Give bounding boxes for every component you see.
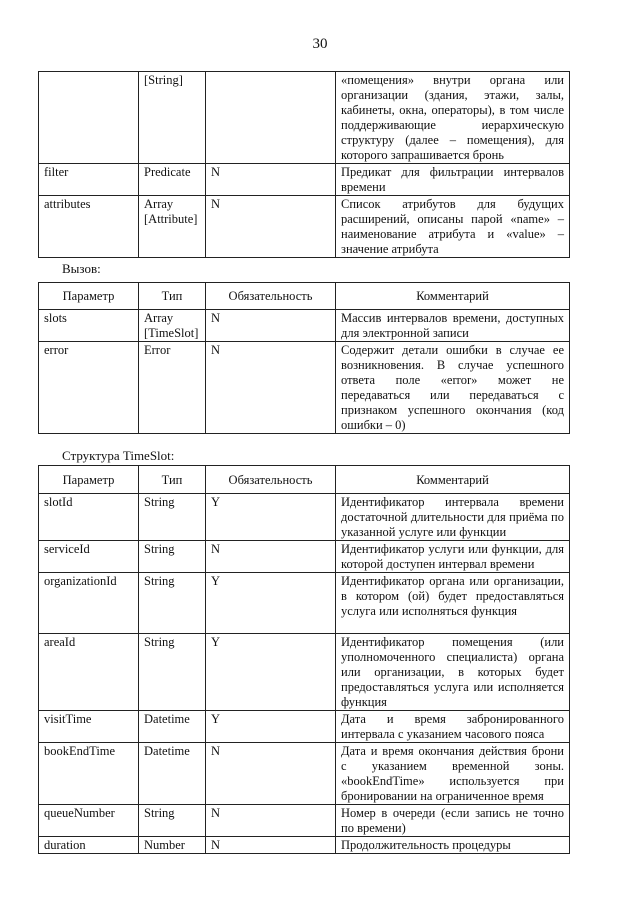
- required-cell: N: [206, 837, 336, 854]
- required-cell: Y: [206, 573, 336, 634]
- table-row: [39, 711, 570, 743]
- parameters-table-continued: [38, 71, 570, 258]
- required-cell: N: [206, 164, 336, 196]
- required-cell: [206, 72, 336, 164]
- comment-cell: Дата и время забронированного интервала с указанием часового пояса: [336, 711, 570, 743]
- comment-cell: Номер в очереди (если запись не точно по времени): [336, 805, 570, 837]
- table-row: [39, 310, 570, 342]
- header-comment: Комментарий: [336, 283, 570, 310]
- param-cell: areaId: [39, 634, 139, 711]
- header-comment: Комментарий: [336, 466, 570, 494]
- required-cell: N: [206, 196, 336, 258]
- comment-cell: Идентификатор помещения (или уполномоченного специалиста) органа или организации, в которых будет предоставляться услуга или исполняется функция: [336, 634, 570, 711]
- type-cell: Number: [139, 837, 206, 854]
- table-row: [39, 573, 570, 634]
- header-param: Параметр: [39, 466, 139, 494]
- type-cell: Datetime: [139, 743, 206, 805]
- header-type: Тип: [139, 283, 206, 310]
- table-row: [39, 634, 570, 711]
- param-cell: visitTime: [39, 711, 139, 743]
- required-cell: N: [206, 541, 336, 573]
- comment-cell: Идентификатор услуги или функции, для которой доступен интервал времени: [336, 541, 570, 573]
- table-row: [39, 837, 570, 854]
- param-cell: queueNumber: [39, 805, 139, 837]
- call-section-label: Вызов:: [62, 261, 101, 276]
- timeslot-table: [38, 465, 570, 854]
- comment-cell: Массив интервалов времени, доступных для электронной записи: [336, 310, 570, 342]
- type-cell: Datetime: [139, 711, 206, 743]
- type-cell: [String]: [139, 72, 206, 164]
- comment-cell: Дата и время окончания действия брони с указанием временной зоны. «bookEndTime» используется при бронировании на ограниченное время: [336, 743, 570, 805]
- param-cell: slotId: [39, 494, 139, 541]
- comment-cell: Идентификатор интервала времени достаточной длительности для приёма по указанной услуге или функции: [336, 494, 570, 541]
- table-row: [39, 72, 570, 164]
- required-cell: N: [206, 310, 336, 342]
- type-cell: Error: [139, 342, 206, 434]
- header-required: Обязательность: [206, 466, 336, 494]
- required-cell: N: [206, 743, 336, 805]
- comment-cell: Содержит детали ошибки в случае ее возникновения. В случае успешного ответа поле «error» может не передаваться или передаваться с признаком успешного окончания (код ошибки – 0): [336, 342, 570, 434]
- required-cell: N: [206, 342, 336, 434]
- table-row: [39, 494, 570, 541]
- type-cell: String: [139, 494, 206, 541]
- type-cell: String: [139, 634, 206, 711]
- table-row: [39, 342, 570, 434]
- type-cell: Predicate: [139, 164, 206, 196]
- param-cell: bookEndTime: [39, 743, 139, 805]
- table-row: [39, 196, 570, 258]
- param-cell: error: [39, 342, 139, 434]
- type-cell: String: [139, 805, 206, 837]
- header-required: Обязательность: [206, 283, 336, 310]
- comment-cell: Список атрибутов для будущих расширений, описаны парой «name» – наименование атрибута и «value» – значение атрибута: [336, 196, 570, 258]
- param-cell: serviceId: [39, 541, 139, 573]
- param-cell: slots: [39, 310, 139, 342]
- type-cell: String: [139, 573, 206, 634]
- param-cell: attributes: [39, 196, 139, 258]
- header-param: Параметр: [39, 283, 139, 310]
- timeslot-section-label: Структура TimeSlot:: [62, 448, 175, 463]
- param-cell: filter: [39, 164, 139, 196]
- table-row: [39, 541, 570, 573]
- table-row: [39, 805, 570, 837]
- page-number: 30: [312, 36, 328, 52]
- required-cell: Y: [206, 494, 336, 541]
- param-cell: duration: [39, 837, 139, 854]
- param-cell: organizationId: [39, 573, 139, 634]
- type-cell: Array [TimeSlot]: [139, 310, 206, 342]
- type-cell: String: [139, 541, 206, 573]
- comment-cell: Предикат для фильтрации интервалов времени: [336, 164, 570, 196]
- table-header-row: [39, 466, 570, 494]
- call-table: [38, 282, 570, 434]
- table-row: [39, 164, 570, 196]
- comment-cell: «помещения» внутри органа или организации (здания, этажи, залы, кабинеты, окна, операторы), в том числе поддерживающие иерархическую структуру (далее – помещения), для которого запрашивается бронь: [336, 72, 570, 164]
- type-cell: Array [Attribute]: [139, 196, 206, 258]
- required-cell: N: [206, 805, 336, 837]
- comment-cell: Продолжительность процедуры: [336, 837, 570, 854]
- required-cell: Y: [206, 634, 336, 711]
- header-type: Тип: [139, 466, 206, 494]
- table-row: [39, 743, 570, 805]
- required-cell: Y: [206, 711, 336, 743]
- comment-cell: Идентификатор органа или организации, в котором (ой) будет предоставляться услуга или исполняться функция: [336, 573, 570, 634]
- param-cell: [39, 72, 139, 164]
- table-header-row: [39, 283, 570, 310]
